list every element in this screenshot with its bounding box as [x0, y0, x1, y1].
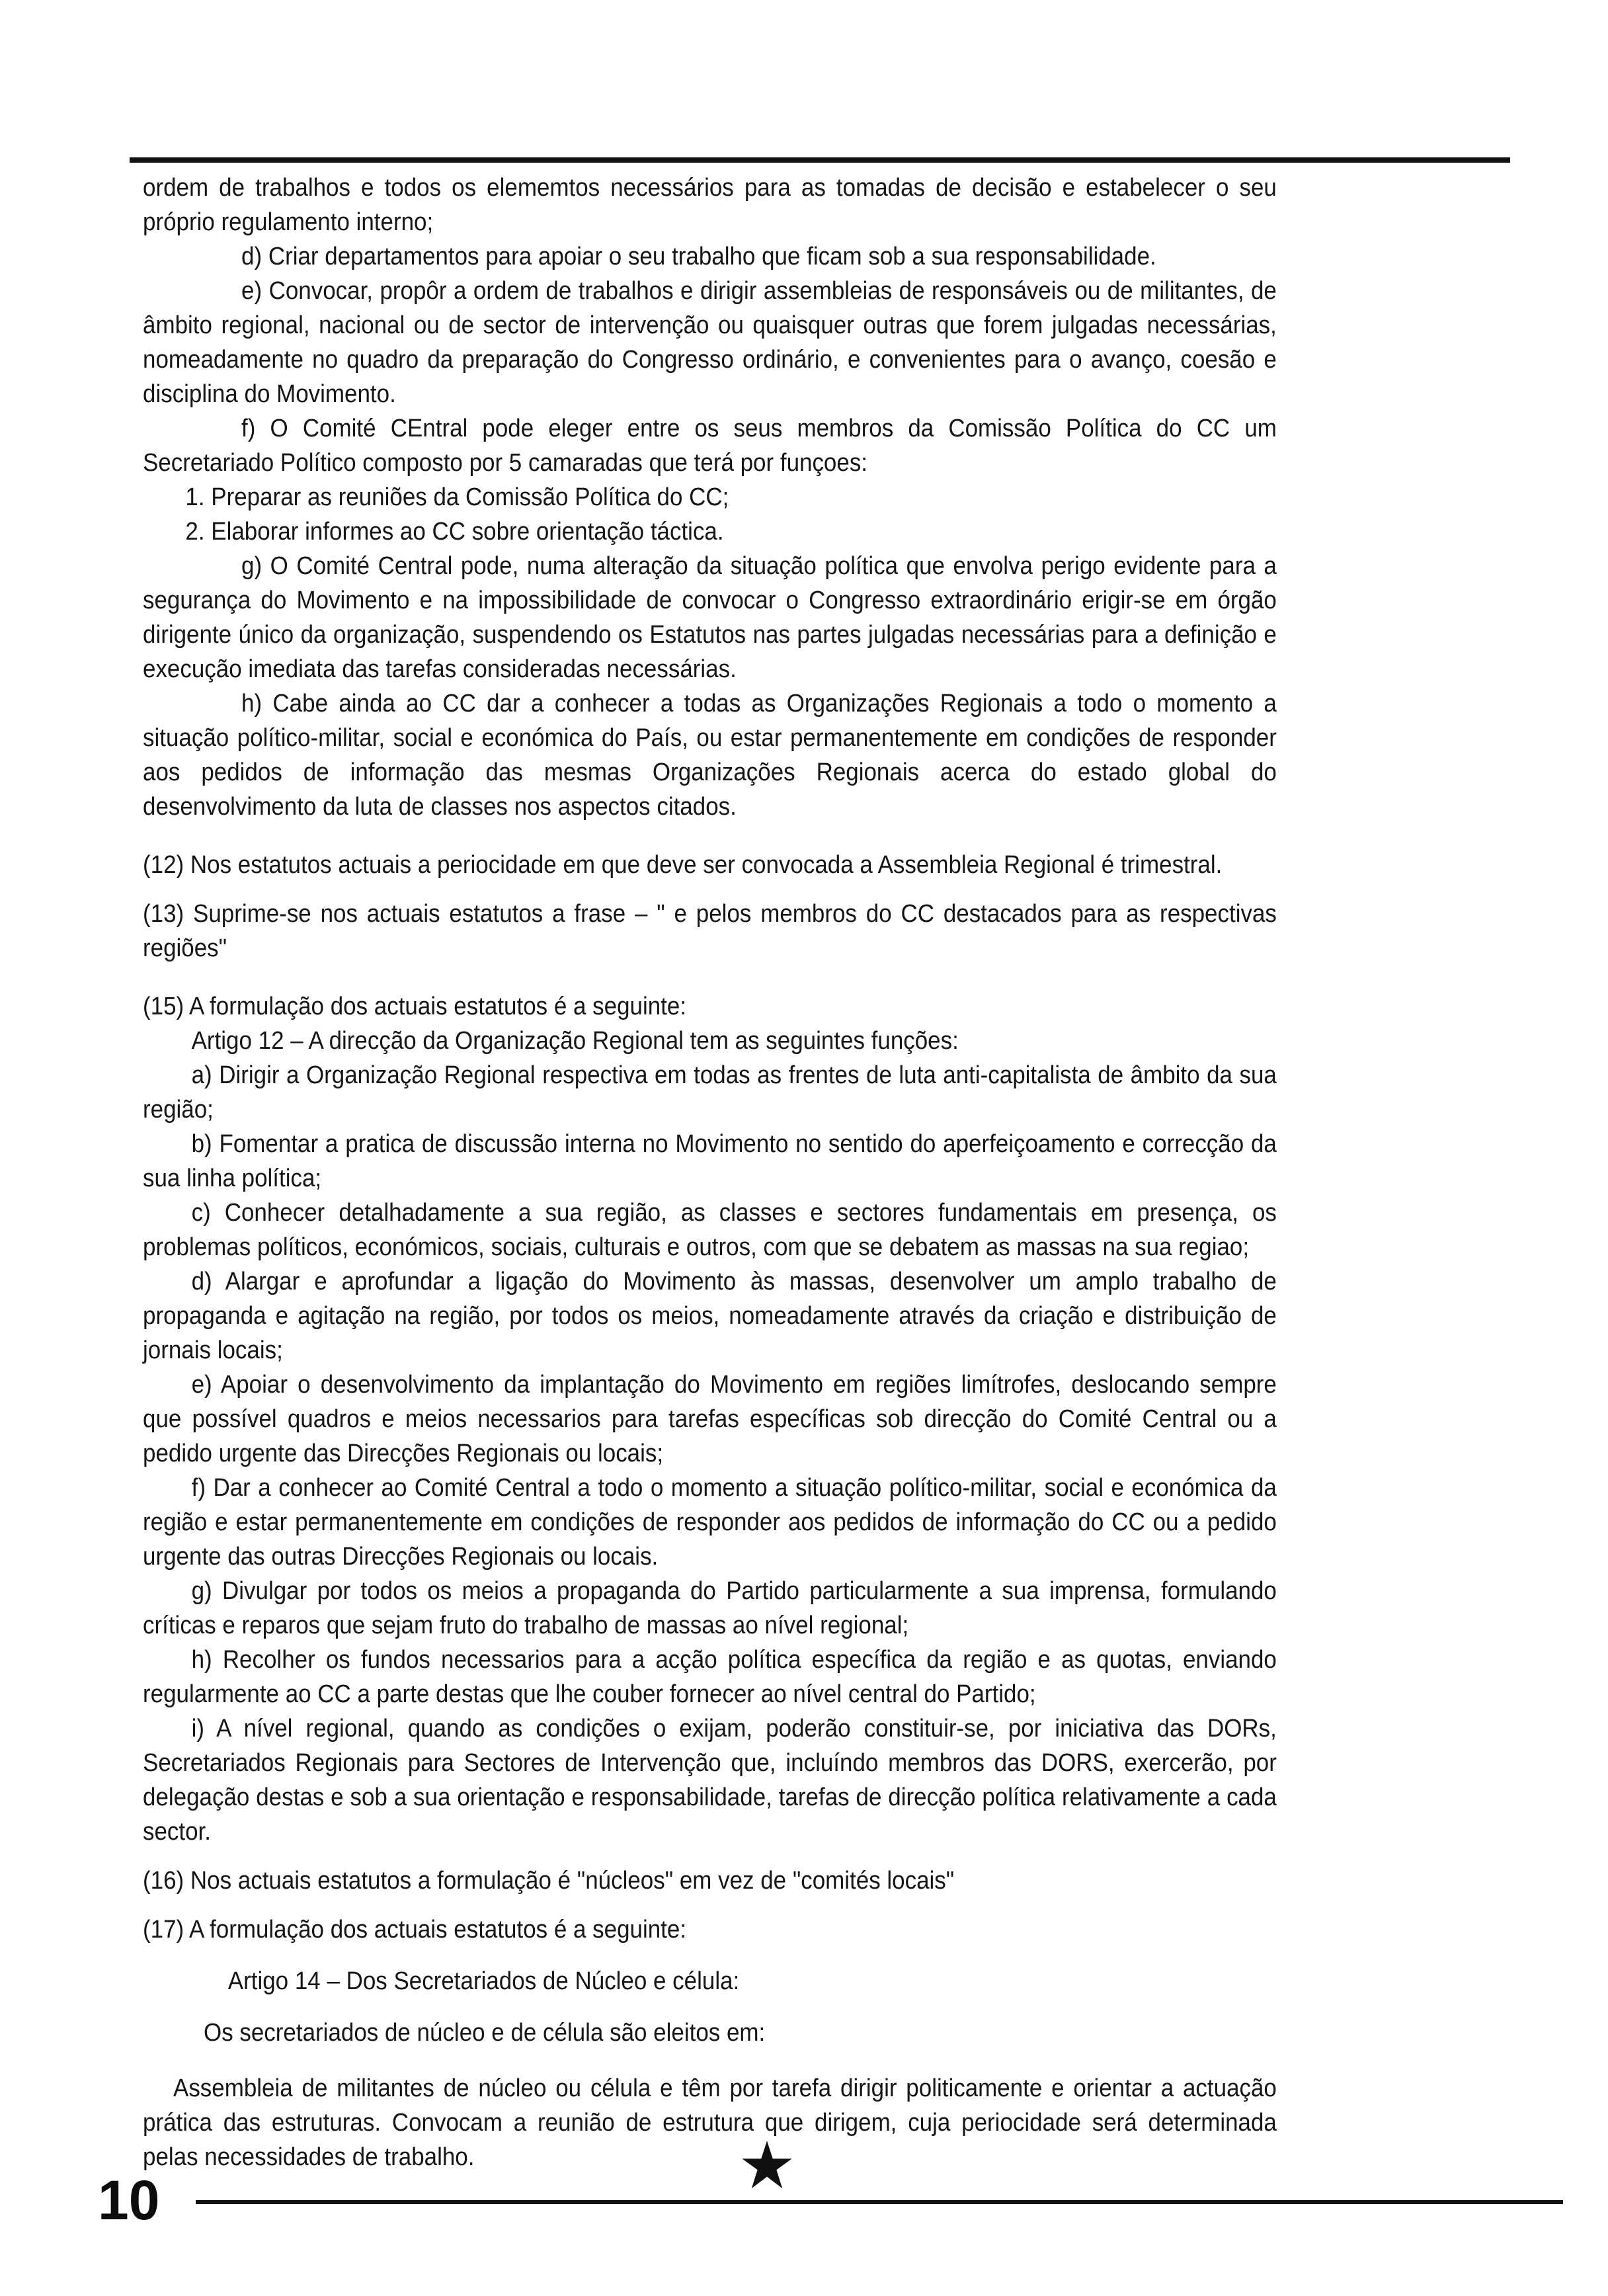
note-15: (15) A formulação dos actuais estatutos é a seguinte:	[143, 993, 687, 1020]
note-13: (13) Suprime-se nos actuais estatutos a frase – " e pelos membros do CC destacados para as respectivas regiões"	[143, 900, 1277, 962]
article-14-heading: Artigo 14 – Dos Secretariados de Núcleo e célula:	[227, 1967, 740, 1995]
black-star-icon	[741, 2139, 793, 2192]
paragraph-item-g: g) O Comité Central pode, numa alteração da situação política que envolva perigo evidente para a segurança do Movimento e na impossibilidade de convocar o Congresso extraordinário erigir-se em órgão dirigente único da organização, suspendendo os Estatutos nas partes julgadas necessárias para a definição e execução imediata das tarefas consideradas necessárias.	[143, 552, 1277, 683]
list-item-1: 1. Preparar as reuniões da Comissão Política do CC;	[185, 483, 729, 511]
article-12-item-b: b) Fomentar a pratica de discussão interna no Movimento no sentido do aperfeiçoamento e correcção da sua linha política;	[143, 1130, 1277, 1192]
paragraph-item-e: e) Convocar, propôr a ordem de trabalhos e dirigir assembleias de responsáveis ou de militantes, de âmbito regional, nacional ou de sector de intervenção ou quaisquer outras que forem julgadas necessárias, nomeadamente no quadro da preparação do Congresso ordinário, e convenientes para o avanço, coesão e disciplina do Movimento.	[143, 277, 1277, 408]
article-12-item-i: i) A nível regional, quando as condições o exijam, poderão constituir-se, por iniciativa das DORs, Secretariados Regionais para Sectores de Intervenção que, incluíndo membros das DORS, exercerão, por delegação destas e sob a sua orientação e responsabilidade, tarefas de direcção política relativamente a cada sector.	[143, 1715, 1277, 1846]
paragraph-item-h: h) Cabe ainda ao CC dar a conhecer a todas as Organizações Regionais a todo o momento a situação político-militar, social e económica do País, ou estar permanentemente em condições de responder aos pedidos de informação das mesmas Organizações Regionais acerca do estado global do desenvolvimento da luta de classes nos aspectos citados.	[143, 690, 1277, 821]
note-12: (12) Nos estatutos actuais a periocidade em que deve ser convocada a Assembleia Regional é trimestral.	[143, 851, 1223, 879]
note-16: (16) Nos actuais estatutos a formulação é "núcleos" em vez de "comités locais"	[143, 1867, 955, 1895]
article-12-item-g: g) Divulgar por todos os meios a propaganda do Partido particularmente a sua imprensa, formulando críticas e reparos que sejam fruto do trabalho de massas ao nível regional;	[143, 1577, 1277, 1639]
paragraph-item-d: d) Criar departamentos para apoiar o seu trabalho que ficam sob a sua responsabilidade.	[241, 243, 1156, 270]
article-12-item-h: h) Recolher os fundos necessarios para a acção política específica da região e as quotas, enviando regularmente ao CC a parte destas que lhe couber fornecer ao nível central do Partido;	[143, 1646, 1277, 1708]
top-rule	[130, 157, 1510, 163]
note-17: (17) A formulação dos actuais estatutos é a seguinte:	[143, 1916, 687, 1944]
article-12-item-a: a) Dirigir a Organização Regional respectiva em todas as frentes de luta anti-capitalista de âmbito da sua região;	[143, 1061, 1277, 1124]
article-14-intro: Os secretariados de núcleo e de célula são eleitos em:	[204, 2019, 766, 2047]
page-number: 10	[98, 2169, 160, 2231]
list-item-2: 2. Elaborar informes ao CC sobre orientação táctica.	[185, 518, 724, 546]
paragraph-continuation: ordem de trabalhos e todos os elememtos necessários para as tomadas de decisão e estabelecer o seu próprio regulamento interno;	[143, 174, 1277, 236]
article-12-item-c: c) Conhecer detalhadamente a sua região, as classes e sectores fundamentais em presença, os problemas políticos, económicos, sociais, culturais e outros, com que se debatem as massas na sua regiao;	[143, 1199, 1277, 1261]
article-12-item-e: e) Apoiar o desenvolvimento da implantação do Movimento em regiões limítrofes, deslocando sempre que possível quadros e meios necessarios para tarefas específicas sob direcção do Comité Central ou a pedido urgente das Direcções Regionais ou locais;	[143, 1371, 1277, 1467]
article-12-item-f: f) Dar a conhecer ao Comité Central a todo o momento a situação político-militar, social e económica da região e estar permanentemente em condições de responder aos pedidos de informação do CC ou a pedido urgente das outras Direcções Regionais ou locais.	[143, 1474, 1277, 1571]
paragraph-item-f: f) O Comité CEntral pode eleger entre os seus membros da Comissão Política do CC um Secretariado Político composto por 5 camaradas que terá por funçoes:	[143, 415, 1277, 477]
article-12-item-d: d) Alargar e aprofundar a ligação do Movimento às massas, desenvolver um amplo trabalho de propaganda e agitação na região, por todos os meios, nomeadamente através da criação e distribuição de jornais locais;	[143, 1268, 1277, 1364]
document-body	[143, 171, 1277, 2174]
article-14-body: Assembleia de militantes de núcleo ou célula e têm por tarefa dirigir politicamente e orientar a actuação prática das estruturas. Convocam a reunião de estrutura que dirigem, cuja periocidade será determinada pelas necessidades de trabalho.	[143, 2074, 1277, 2171]
bottom-rule	[196, 2200, 1563, 2204]
article-12-heading: Artigo 12 – A direcção da Organização Regional tem as seguintes funções:	[191, 1027, 959, 1055]
